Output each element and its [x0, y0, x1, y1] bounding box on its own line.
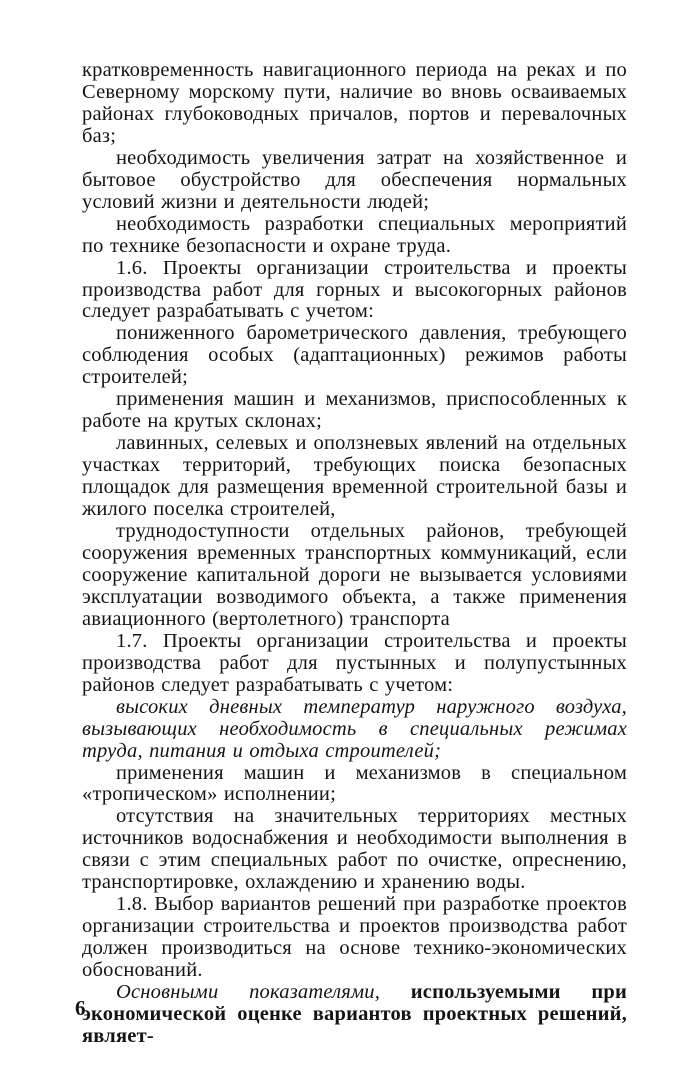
paragraph-section-1-8: [82, 894, 627, 982]
paragraph-text: лавинных, селевых и оползневых явлений на отдельных участках территорий, требующих поиска безопасных площадок для размещения временной строительной базы и жилого поселка строителей,: [82, 432, 627, 521]
paragraph-household-costs: [82, 148, 627, 214]
page-number: 6: [75, 996, 86, 1020]
paragraph-inaccessibility: [82, 521, 627, 631]
paragraph-water-supply: [82, 806, 627, 894]
paragraph-section-1-6: [82, 258, 627, 324]
paragraph-machines-slopes: [82, 389, 627, 433]
body-text: [82, 60, 627, 1048]
paragraph-high-temperatures: [82, 697, 627, 763]
section-number: 1.6.: [116, 256, 148, 279]
paragraph-tropical-machines: [82, 763, 627, 807]
paragraph-text: применения машин и механизмов в специальном «тропическом» исполнении;: [82, 761, 627, 806]
paragraph-navigation-period: [82, 60, 627, 148]
paragraph-text: необходимость увеличения затрат на хозяйственное и бытовое обустройство для обеспечения нормальных условий жизни и деятельности людей;: [82, 146, 627, 213]
paragraph-text: труднодоступности отдельных районов, требующей сооружения временных транспортных коммуникаций, если сооружение капитальной дороги не вызывается условиями эксплуатации возводимого объекта, а также применения авиационного (вертолетного) транспорта: [82, 520, 627, 630]
paragraph-text: применения машин и механизмов, приспособленных к работе на крутых склонах;: [82, 388, 627, 433]
section-number: 1.7.: [116, 629, 148, 652]
paragraph-avalanches: [82, 433, 627, 521]
paragraph-text: пониженного барометрического давления, требующего соблюдения особых (адаптационных) режимов работы строителей;: [82, 322, 627, 389]
paragraph-text: Проекты организации строительства и проекты производства работ для горных и высокогорных районов следует разрабатывать с учетом:: [82, 256, 627, 323]
paragraph-main-indicators: [82, 982, 627, 1048]
paragraph-text: используемыми при экономической оценке вариантов проектных решений, являет-: [82, 981, 627, 1047]
paragraph-text: отсутствия на значительных территориях местных источников водоснабжения и необходимости выполнения в связи с этим специальных работ по очистке, опреснению, транспортировке, охлаждению и хранению воды.: [82, 805, 627, 894]
emphasized-term: Основными показателями,: [116, 981, 381, 1004]
paragraph-safety-measures: [82, 214, 627, 258]
paragraph-text: кратковременность навигационного периода на реках и по Северному морскому пути, наличие во вновь осваиваемых районах глубоководных причалов, портов и перевалочных баз;: [82, 59, 627, 147]
paragraph-text: высоких дневных температур наружного воздуха, вызывающих необходимость в специальных режимах труда, питания и отдыха строителей;: [82, 695, 627, 762]
paragraph-text: Проекты организации строительства и проекты производства работ для пустынных и полупустынных районов следует разрабатывать с учетом:: [82, 629, 627, 696]
paragraph-text: Выбор вариантов решений при разработке проектов организации строительства и проектов производства работ должен производиться на основе технико-экономических обоснований.: [82, 893, 627, 982]
paragraph-text: необходимость разработки специальных мероприятий по технике безопасности и охране труда.: [82, 212, 627, 257]
paragraph-barometric-pressure: [82, 323, 627, 389]
section-number: 1.8.: [116, 893, 148, 916]
paragraph-section-1-7: [82, 631, 627, 697]
